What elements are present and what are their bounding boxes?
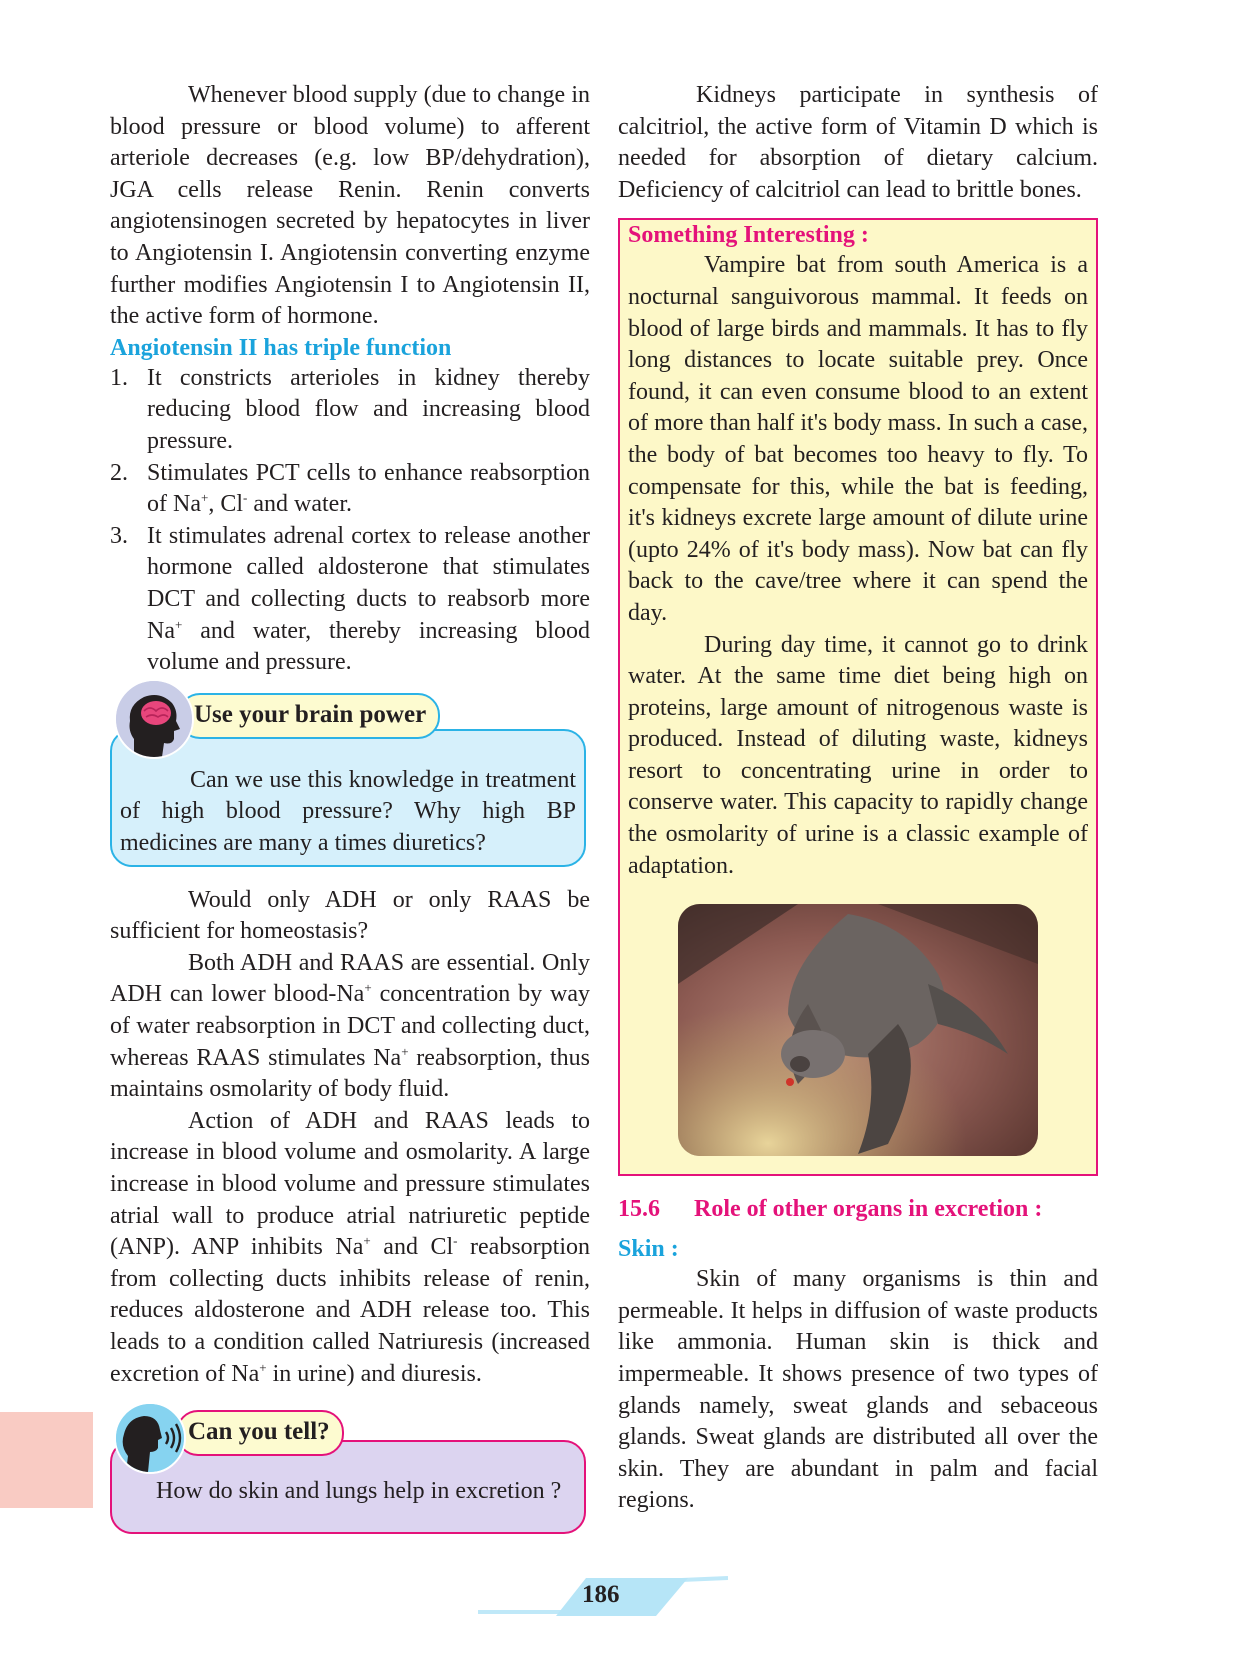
brain-power-box: [110, 693, 590, 879]
paragraph-anp: Action of ADH and RAAS leads to increase in blood volume and osmolarity. A large increase in blood volume and pressure stimulates atrial wall to produce atrial natriuretic peptide (ANP). ANP inhibits Na+ and Cl- reabsorption from collecting ducts inhibits release of renin, reduces aldosterone and ADH release too. This leads to a condition called Natriuresis (increased excretion of Na+ in urine) and diuresis.: [110, 1107, 591, 1387]
section-heading: [618, 1194, 1098, 1224]
section-title: Role of other organs in excretion :: [694, 1196, 1043, 1223]
left-column: [110, 80, 590, 1534]
list-number: 2.: [110, 459, 128, 486]
list-item: [110, 363, 590, 458]
list-item-text: Stimulates PCT cells to enhance reabsorption of Na+, Cl- and water.: [147, 459, 590, 518]
paragraph-adh-question: Would only ADH or only RAAS be sufficient for homeostasis?: [110, 886, 590, 945]
brain-head-icon: [114, 679, 194, 759]
paragraph-renin: Whenever blood supply (due to change in blood pressure or blood volume) to afferent arteriole decreases (e.g. low BP/dehydration), JGA cells release Renin. Renin converts angiotensinogen secreted by hepatocytes in liver to Angiotensin I. Angiotensin converting enzyme further modifies Angiotensin I to Angiotensin II, the active form of hormone.: [110, 82, 590, 330]
brain-power-content: [110, 729, 586, 867]
list-item-text: It constricts arterioles in kidney thereby reducing blood flow and increasing blood pressure.: [147, 364, 590, 454]
brain-power-title: Use your brain power: [178, 693, 440, 739]
paragraph-skin: Skin of many organisms is thin and permeable. It helps in diffusion of waste products like ammonia. Human skin is thick and impermeable. It shows presence of two types of glands namely, sweat glands and sebaceous glands. Sweat glands are distributed all over the skin. They are abundant in palm and facial regions.: [618, 1266, 1098, 1514]
vampire-bat-paragraph-1: Vampire bat from south America is a nocturnal sanguivorous mammal. It feeds on blood of large birds and mammals. It has to fly long distances to locate suitable prey. Once found, it can even consume blood to an extent of more than half it's body mass. In such a case, the body of bat becomes too heavy to fly. To compensate for this, while the bat is feeding, it's kidneys excrete large amount of dilute urine (upto 24% of it's body mass). Now bat can fly back to the cave/tree where it can spend the day.: [628, 252, 1088, 626]
list-number: 3.: [110, 522, 128, 549]
heading-angiotensin: Angiotensin II has triple function: [110, 334, 452, 361]
vampire-bat-paragraph-2: During day time, it cannot go to drink water. At the same time diet being high on proteins, large amount of nitrogenous waste is produced. Instead of diluting waste, kidneys resort to concentrating urine in order to conserve water. This capacity to rapidly change the osmolarity of urine is a classic example of adaptation.: [628, 631, 1088, 879]
vampire-bat-photo: [678, 904, 1038, 1156]
speaking-head-icon: [114, 1402, 186, 1474]
can-you-tell-title: Can you tell?: [176, 1410, 344, 1456]
section-number: 15.6: [618, 1196, 660, 1223]
brain-power-text: Can we use this knowledge in treatment of high blood pressure? Why high BP medicines are many a times diuretics?: [120, 766, 576, 856]
paragraph-calcitriol: Kidneys participate in synthesis of calcitriol, the active form of Vitamin D which is needed for absorption of dietary calcium. Deficiency of calcitriol can lead to brittle bones.: [618, 82, 1098, 203]
angiotensin-function-list: [110, 363, 590, 679]
paragraph-adh-raas: Both ADH and RAAS are essential. Only ADH can lower blood-Na+ concentration by way of water reabsorption in DCT and collecting duct, whereas RAAS stimulates Na+ reabsorption, thus maintains osmolarity of body fluid.: [110, 949, 590, 1103]
list-item: [110, 521, 590, 679]
something-interesting-title: Something Interesting :: [628, 222, 869, 249]
something-interesting-box: [618, 218, 1098, 1176]
list-number: 1.: [110, 364, 128, 391]
side-tab: [0, 1412, 93, 1508]
list-item: [110, 458, 590, 521]
can-you-tell-box: [110, 1410, 590, 1534]
skin-heading: Skin :: [618, 1236, 679, 1263]
right-column: [618, 80, 1098, 1517]
can-you-tell-text: How do skin and lungs help in excretion ?: [156, 1478, 562, 1505]
page-number: 186: [582, 1581, 620, 1608]
list-item-text: It stimulates adrenal cortex to release another hormone called aldosterone that stimulates DCT and collecting ducts to reabsorb more Na+ and water, thereby increasing blood volume and pressure.: [147, 522, 590, 676]
